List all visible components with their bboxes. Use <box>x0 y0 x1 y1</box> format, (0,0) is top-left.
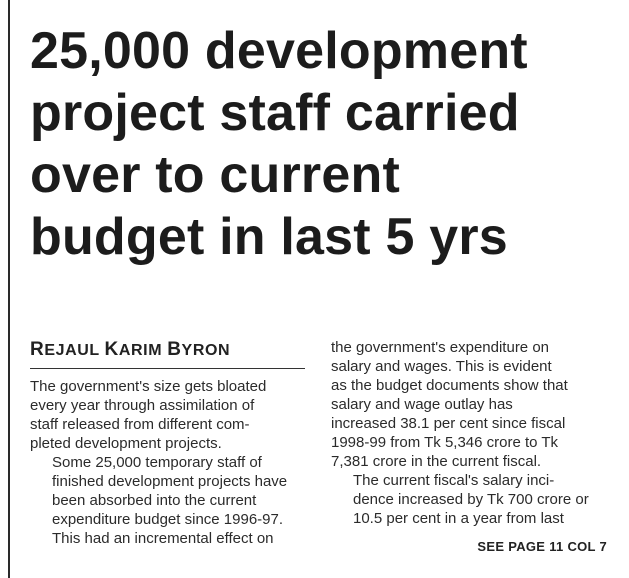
article-paragraph: Some 25,000 temporary staff of finished development projects have been absorbed into the current expenditure budget since 1996-97. <box>52 454 288 528</box>
headline-line: over to current <box>30 146 400 204</box>
article-paragraph: the government's expenditure on salary and wages. This is evident as the budget documents show that salary and wage outlay has increased 38.1 per cent since fiscal 1998-99 from Tk 5,346 crore to Tk 7,381 crore in the current fiscal. <box>331 339 568 470</box>
article-paragraph: The government's size gets bloated every year through assimilation of staff released from different com- pleted development projects. <box>30 378 267 452</box>
continuation-jump-line: SEE PAGE 11 COL 7 <box>477 539 607 554</box>
headline-line: project staff carried <box>30 84 520 142</box>
column-divider <box>8 0 10 578</box>
article-paragraph: This had an incremental effect on <box>52 530 274 547</box>
article-column-left <box>30 338 308 548</box>
article-paragraph: The current fiscal's salary inci- dence increased by Tk 700 crore or 10.5 per cent in a year from last <box>353 472 589 527</box>
article-column-right <box>331 338 610 528</box>
headline-line: budget in last 5 yrs <box>30 208 508 266</box>
byline: REJAUL KARIM BYRON <box>30 340 305 369</box>
headline-line: 25,000 development <box>30 22 528 80</box>
headline <box>30 20 625 268</box>
